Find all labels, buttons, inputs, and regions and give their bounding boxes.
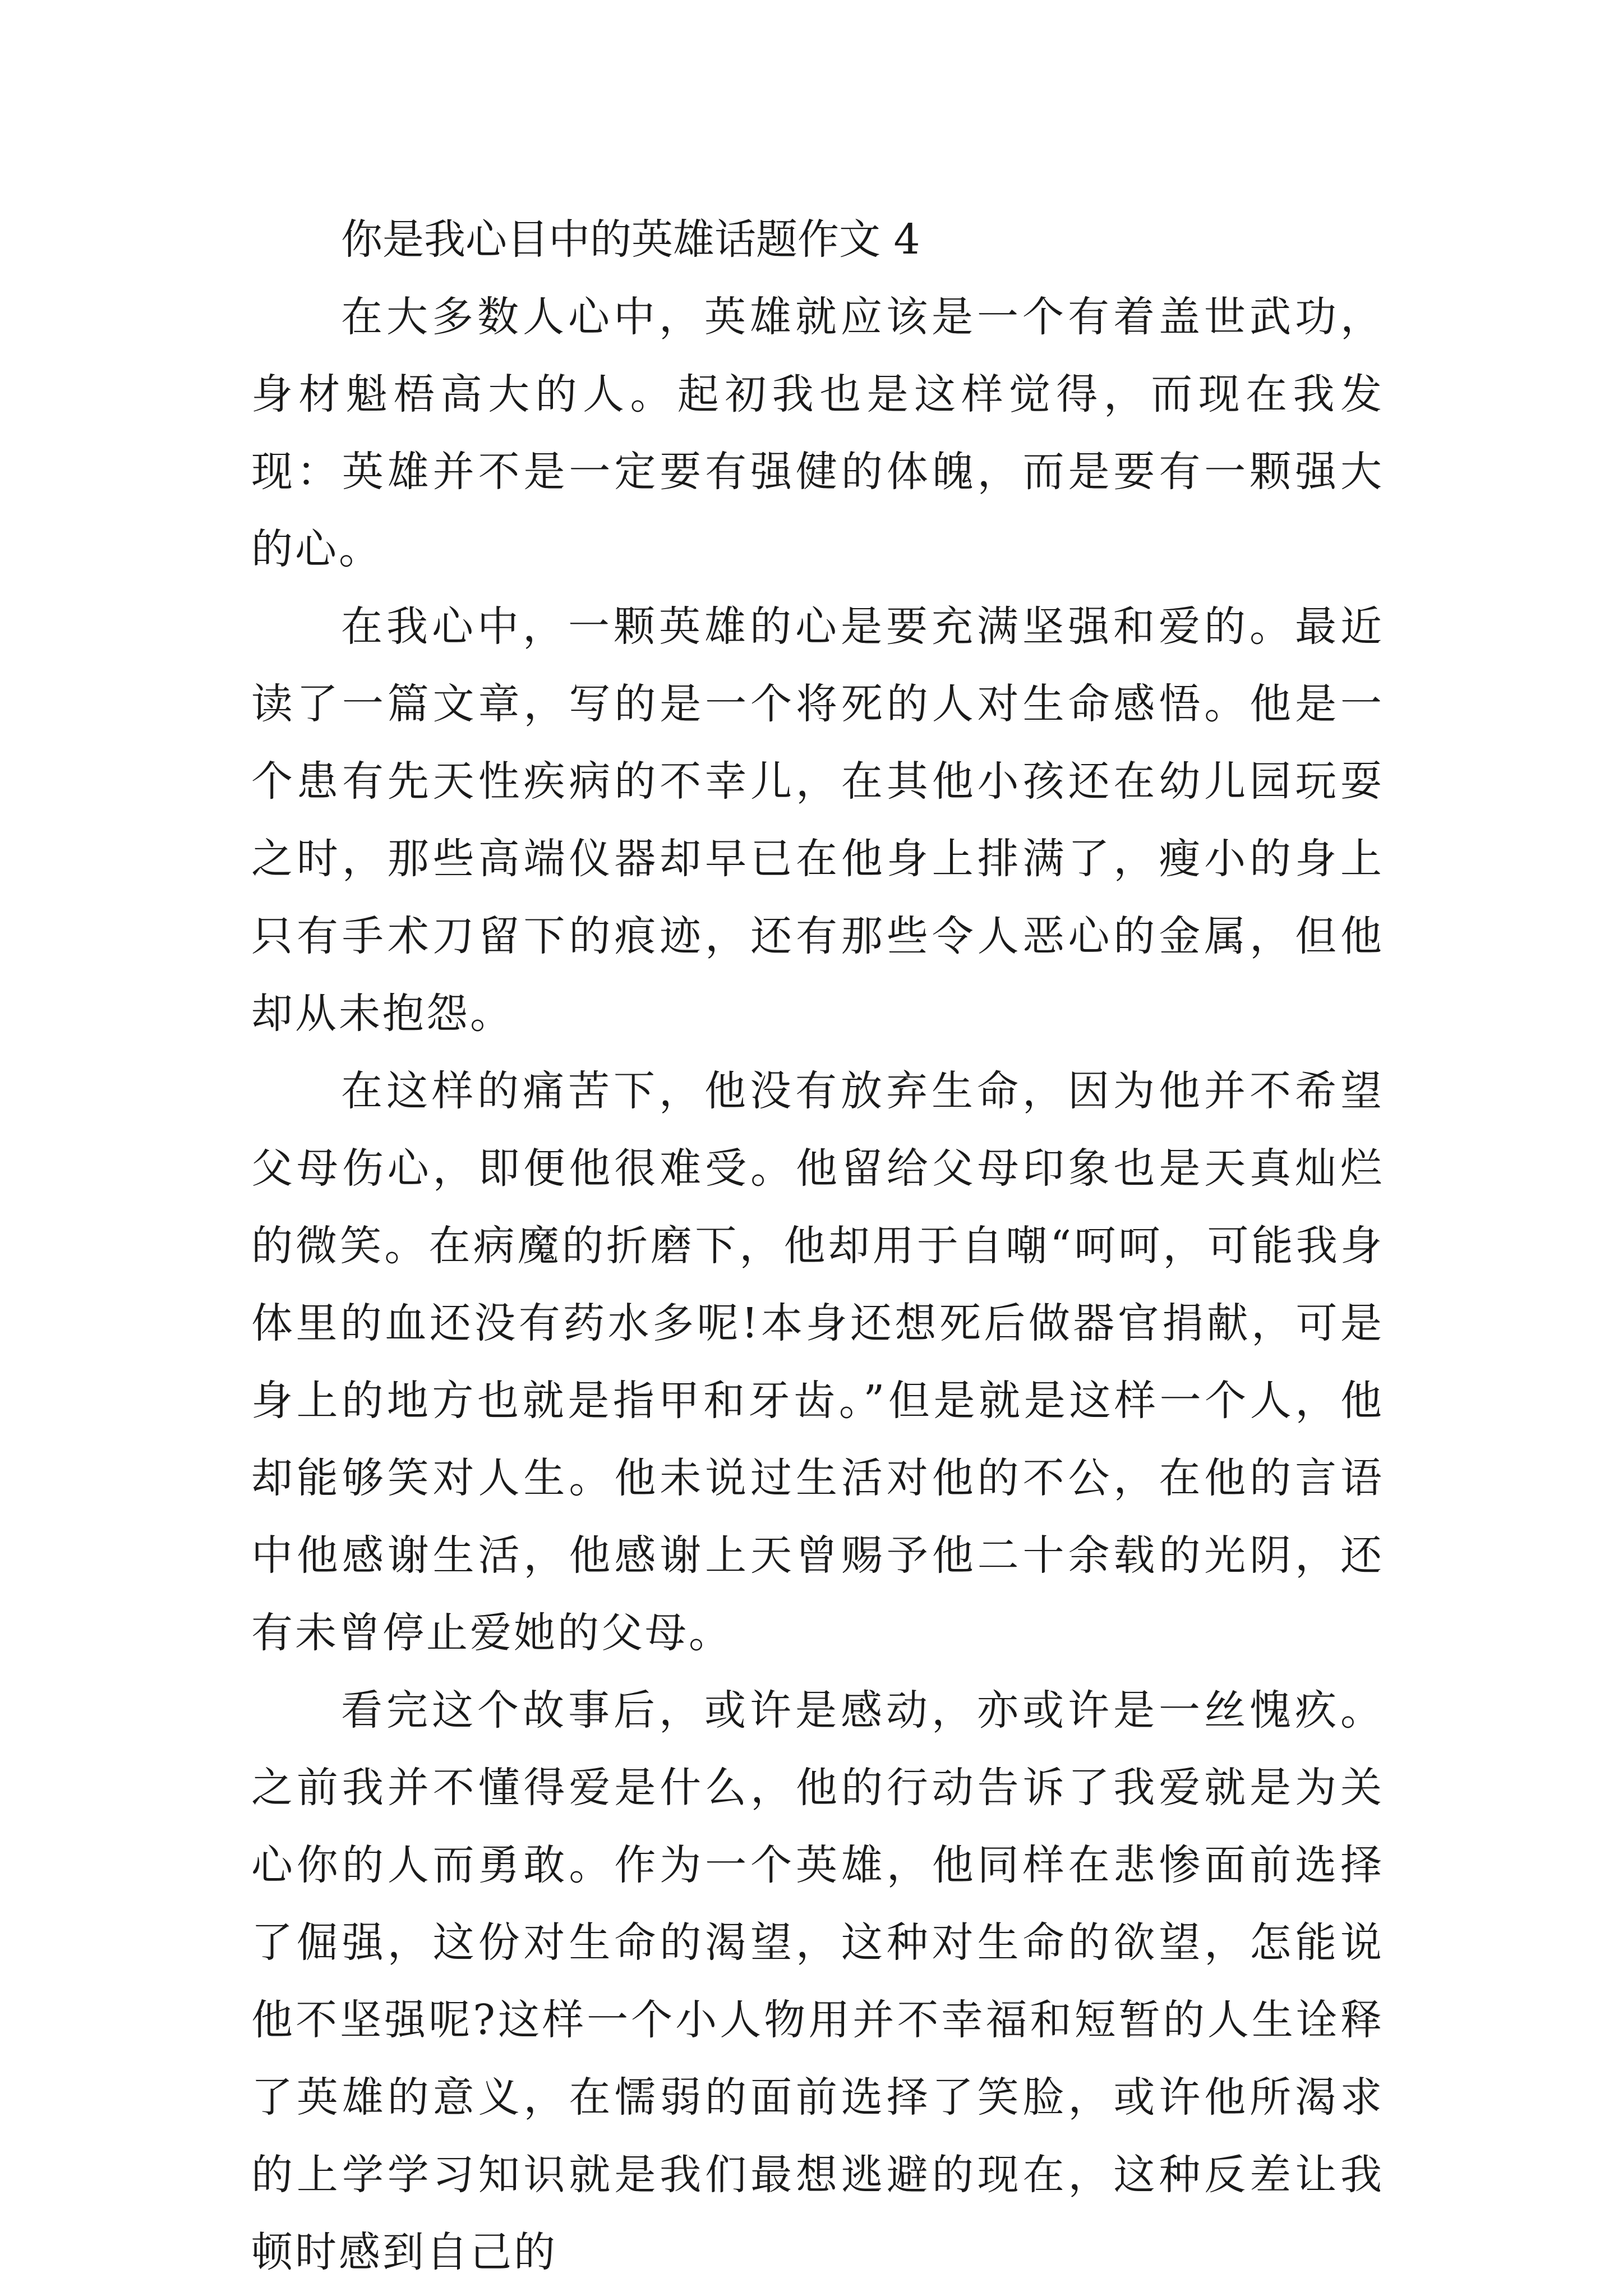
paragraph-1: 在大多数人心中，英雄就应该是一个有着盖世武功，身材魁梧高大的人。起初我也是这样觉得，而现在我发现：英雄并不是一定要有强健的体魄，而是要有一颗强大的心。 bbox=[251, 293, 1384, 573]
paragraph-4: 看完这个故事后，或许是感动，亦或许是一丝愧疚。之前我并不懂得爱是什么，他的行动告诉了我爱就是为关心你的人而勇敢。作为一个英雄，他同样在悲惨面前选择了倔强，这份对生命的渴望，这种对生命的欲望，怎能说他不坚强呢?这样一个小人物用并不幸福和短暂的人生诠释了英雄的意义，在懦弱的面前选择了笑脸，或许他所渴求的上学学习知识就是我们最想逃避的现在，这种反差让我顿时感到自己的 bbox=[251, 1686, 1384, 2276]
document-body bbox=[251, 201, 1384, 2291]
paragraph-3: 在这样的痛苦下，他没有放弃生命，因为他并不希望父母伤心，即便他很难受。他留给父母印象也是天真灿烂的微笑。在病魔的折磨下，他却用于自嘲“呵呵，可能我身体里的血还没有药水多呢!本身还想死后做器官捐献，可是身上的地方也就是指甲和牙齿。”但是就是这样一个人，他却能够笑对人生。他未说过生活对他的不公，在他的言语中他感谢生活，他感谢上天曾赐予他二十余载的光阴，还有未曾停止爱她的父母。 bbox=[251, 1067, 1384, 1657]
paragraph-2: 在我心中，一颗英雄的心是要充满坚强和爱的。最近读了一篇文章，写的是一个将死的人对生命感悟。他是一个患有先天性疾病的不幸儿，在其他小孩还在幼儿园玩耍之时，那些高端仪器却早已在他身上排满了，瘦小的身上只有手术刀留下的痕迹，还有那些令人恶心的金属，但他却从未抱怨。 bbox=[251, 602, 1384, 1038]
document-title: 你是我心目中的英雄话题作文 4 bbox=[341, 215, 920, 264]
